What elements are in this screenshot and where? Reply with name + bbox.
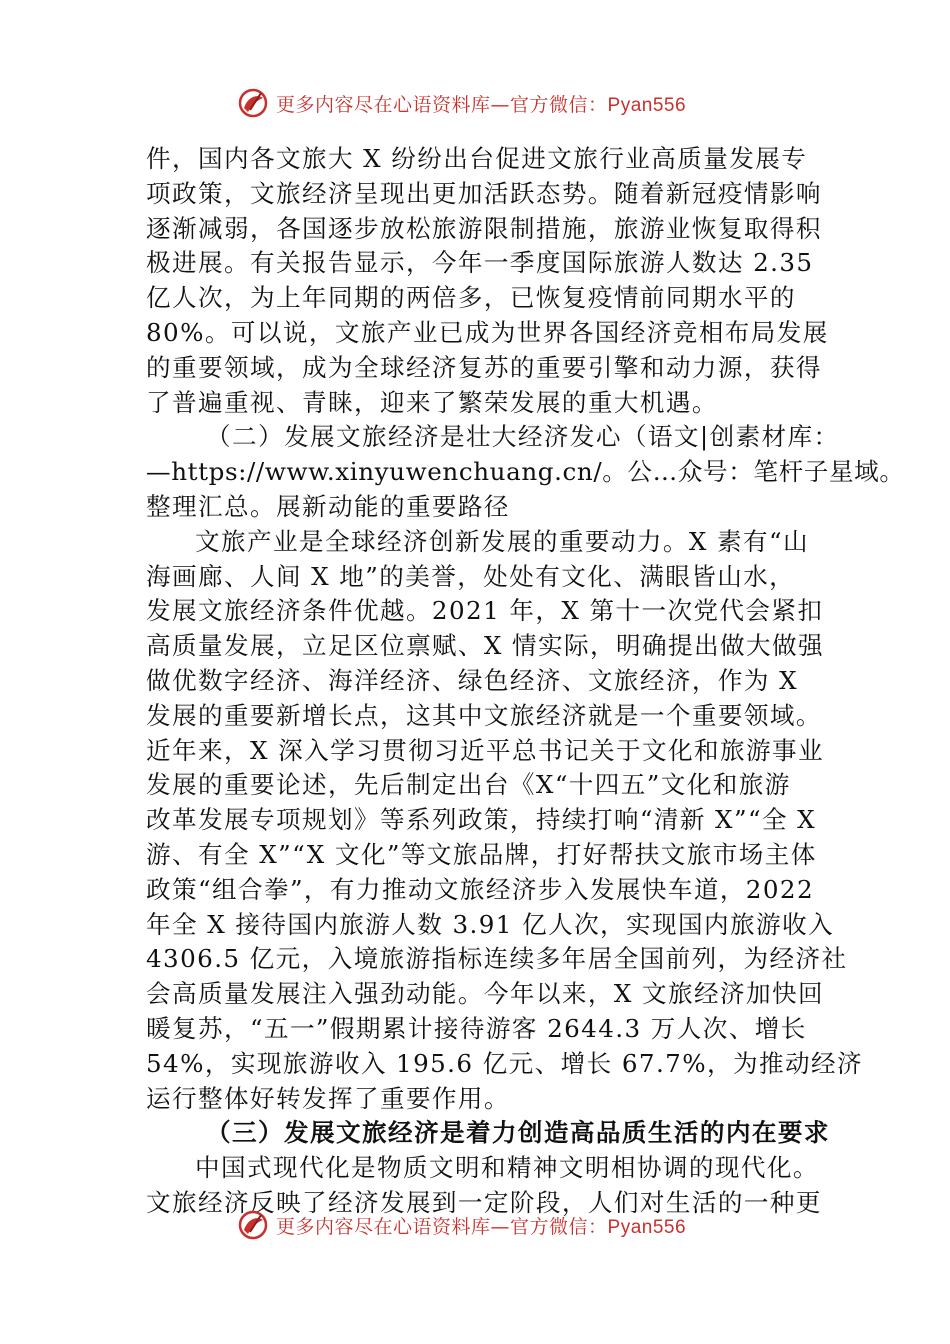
text-line: 了普遍重视、青睐，迎来了繁荣发展的重大机遇。: [146, 387, 718, 417]
text-line: 政策“组合拳”，有力推动文旅经济步入发展快车道，2022: [146, 874, 814, 904]
text-line: 游、有全 X”“X 文化”等文旅品牌，打好帮扶文旅市场主体: [146, 839, 817, 869]
document-body: [146, 142, 905, 1221]
text-line: 会高质量发展注入强劲动能。今年以来，X 文旅经济加快回: [146, 979, 824, 1009]
text-line: 做优数字经济、海洋经济、绿色经济、文旅经济，作为 X: [146, 665, 798, 695]
paragraph-start: 中国式现代化是物质文明和精神文明相协调的现代化。: [195, 1153, 819, 1183]
text-line: 海画廊、人间 X 地”的美誉，处处有文化、满眼皆山水，: [146, 561, 796, 591]
text-line: 改革发展专项规划》等系列政策，持续打响“清新 X”“全 X: [146, 805, 817, 835]
text-line: 暖复苏，“五一”假期累计接待游客 2644.3 万人次、增长: [146, 1013, 807, 1043]
text-line: 极进展。有关报告显示，今年一季度国际旅游人数达 2.35: [146, 248, 814, 278]
text-line: 近年来，X 深入学习贯彻习近平总书记关于文化和旅游事业: [146, 735, 824, 765]
text-line: 项政策，文旅经济呈现出更加活跃态势。随着新冠疫情影响: [146, 178, 822, 208]
text-line: 运行整体好转发挥了重要作用。: [146, 1083, 510, 1113]
footer-watermark-banner: [236, 1208, 796, 1242]
text-line: 高质量发展，立足区位禀赋、X 情实际，明确提出做大做强: [146, 631, 824, 661]
text-line: —https://www.xinyuwenchuang.cn/。公…众号：笔杆子星域。: [146, 457, 905, 487]
text-line: 54%，实现旅游收入 195.6 亿元、增长 67.7%，为推动经济: [146, 1048, 863, 1078]
text-line: 发展文旅经济条件优越。2021 年，X 第十一次党代会紧扣: [146, 596, 824, 626]
text-line: 80%。可以说，文旅产业已成为世界各国经济竞相布局发展: [146, 317, 829, 347]
brand-logo-icon: [236, 86, 270, 120]
section-heading-2: （二）发展文旅经济是壮大经济发心（语文|创素材库：: [206, 422, 840, 452]
banner-text: 更多内容尽在心语资料库—官方微信：Pyan556: [276, 1215, 687, 1238]
header-watermark-banner: [236, 86, 796, 120]
text-line: 4306.5 亿元，入境旅游指标连续多年居全国前列，为经济社: [146, 944, 848, 974]
text-line: 年全 X 接待国内旅游人数 3.91 亿人次，实现国内旅游收入: [146, 909, 835, 939]
banner-text: 更多内容尽在心语资料库—官方微信：Pyan556: [276, 93, 687, 116]
text-line: 发展的重要论述，先后制定出台《X“十四五”文化和旅游: [146, 770, 791, 800]
text-line: 发展的重要新增长点，这其中文旅经济就是一个重要领域。: [146, 700, 822, 730]
text-line: 文旅经济反映了经济发展到一定阶段，人们对生活的一种更: [146, 1187, 822, 1217]
text-line: 整理汇总。展新动能的重要路径: [146, 491, 510, 521]
text-line: 逐渐减弱，各国逐步放松旅游限制措施，旅游业恢复取得积: [146, 213, 822, 243]
brand-logo-icon: [236, 1208, 270, 1242]
text-line: 的重要领域，成为全球经济复苏的重要引擎和动力源，获得: [146, 352, 822, 382]
section-heading-3: （三）发展文旅经济是着力创造高品质生活的内在要求: [206, 1118, 830, 1148]
paragraph-start: 文旅产业是全球经济创新发展的重要动力。X 素有“山: [195, 526, 809, 556]
text-line: 亿人次，为上年同期的两倍多，已恢复疫情前同期水平的: [146, 283, 796, 313]
text-line: 件，国内各文旅大 X 纷纷出台促进文旅行业高质量发展专: [146, 144, 808, 173]
